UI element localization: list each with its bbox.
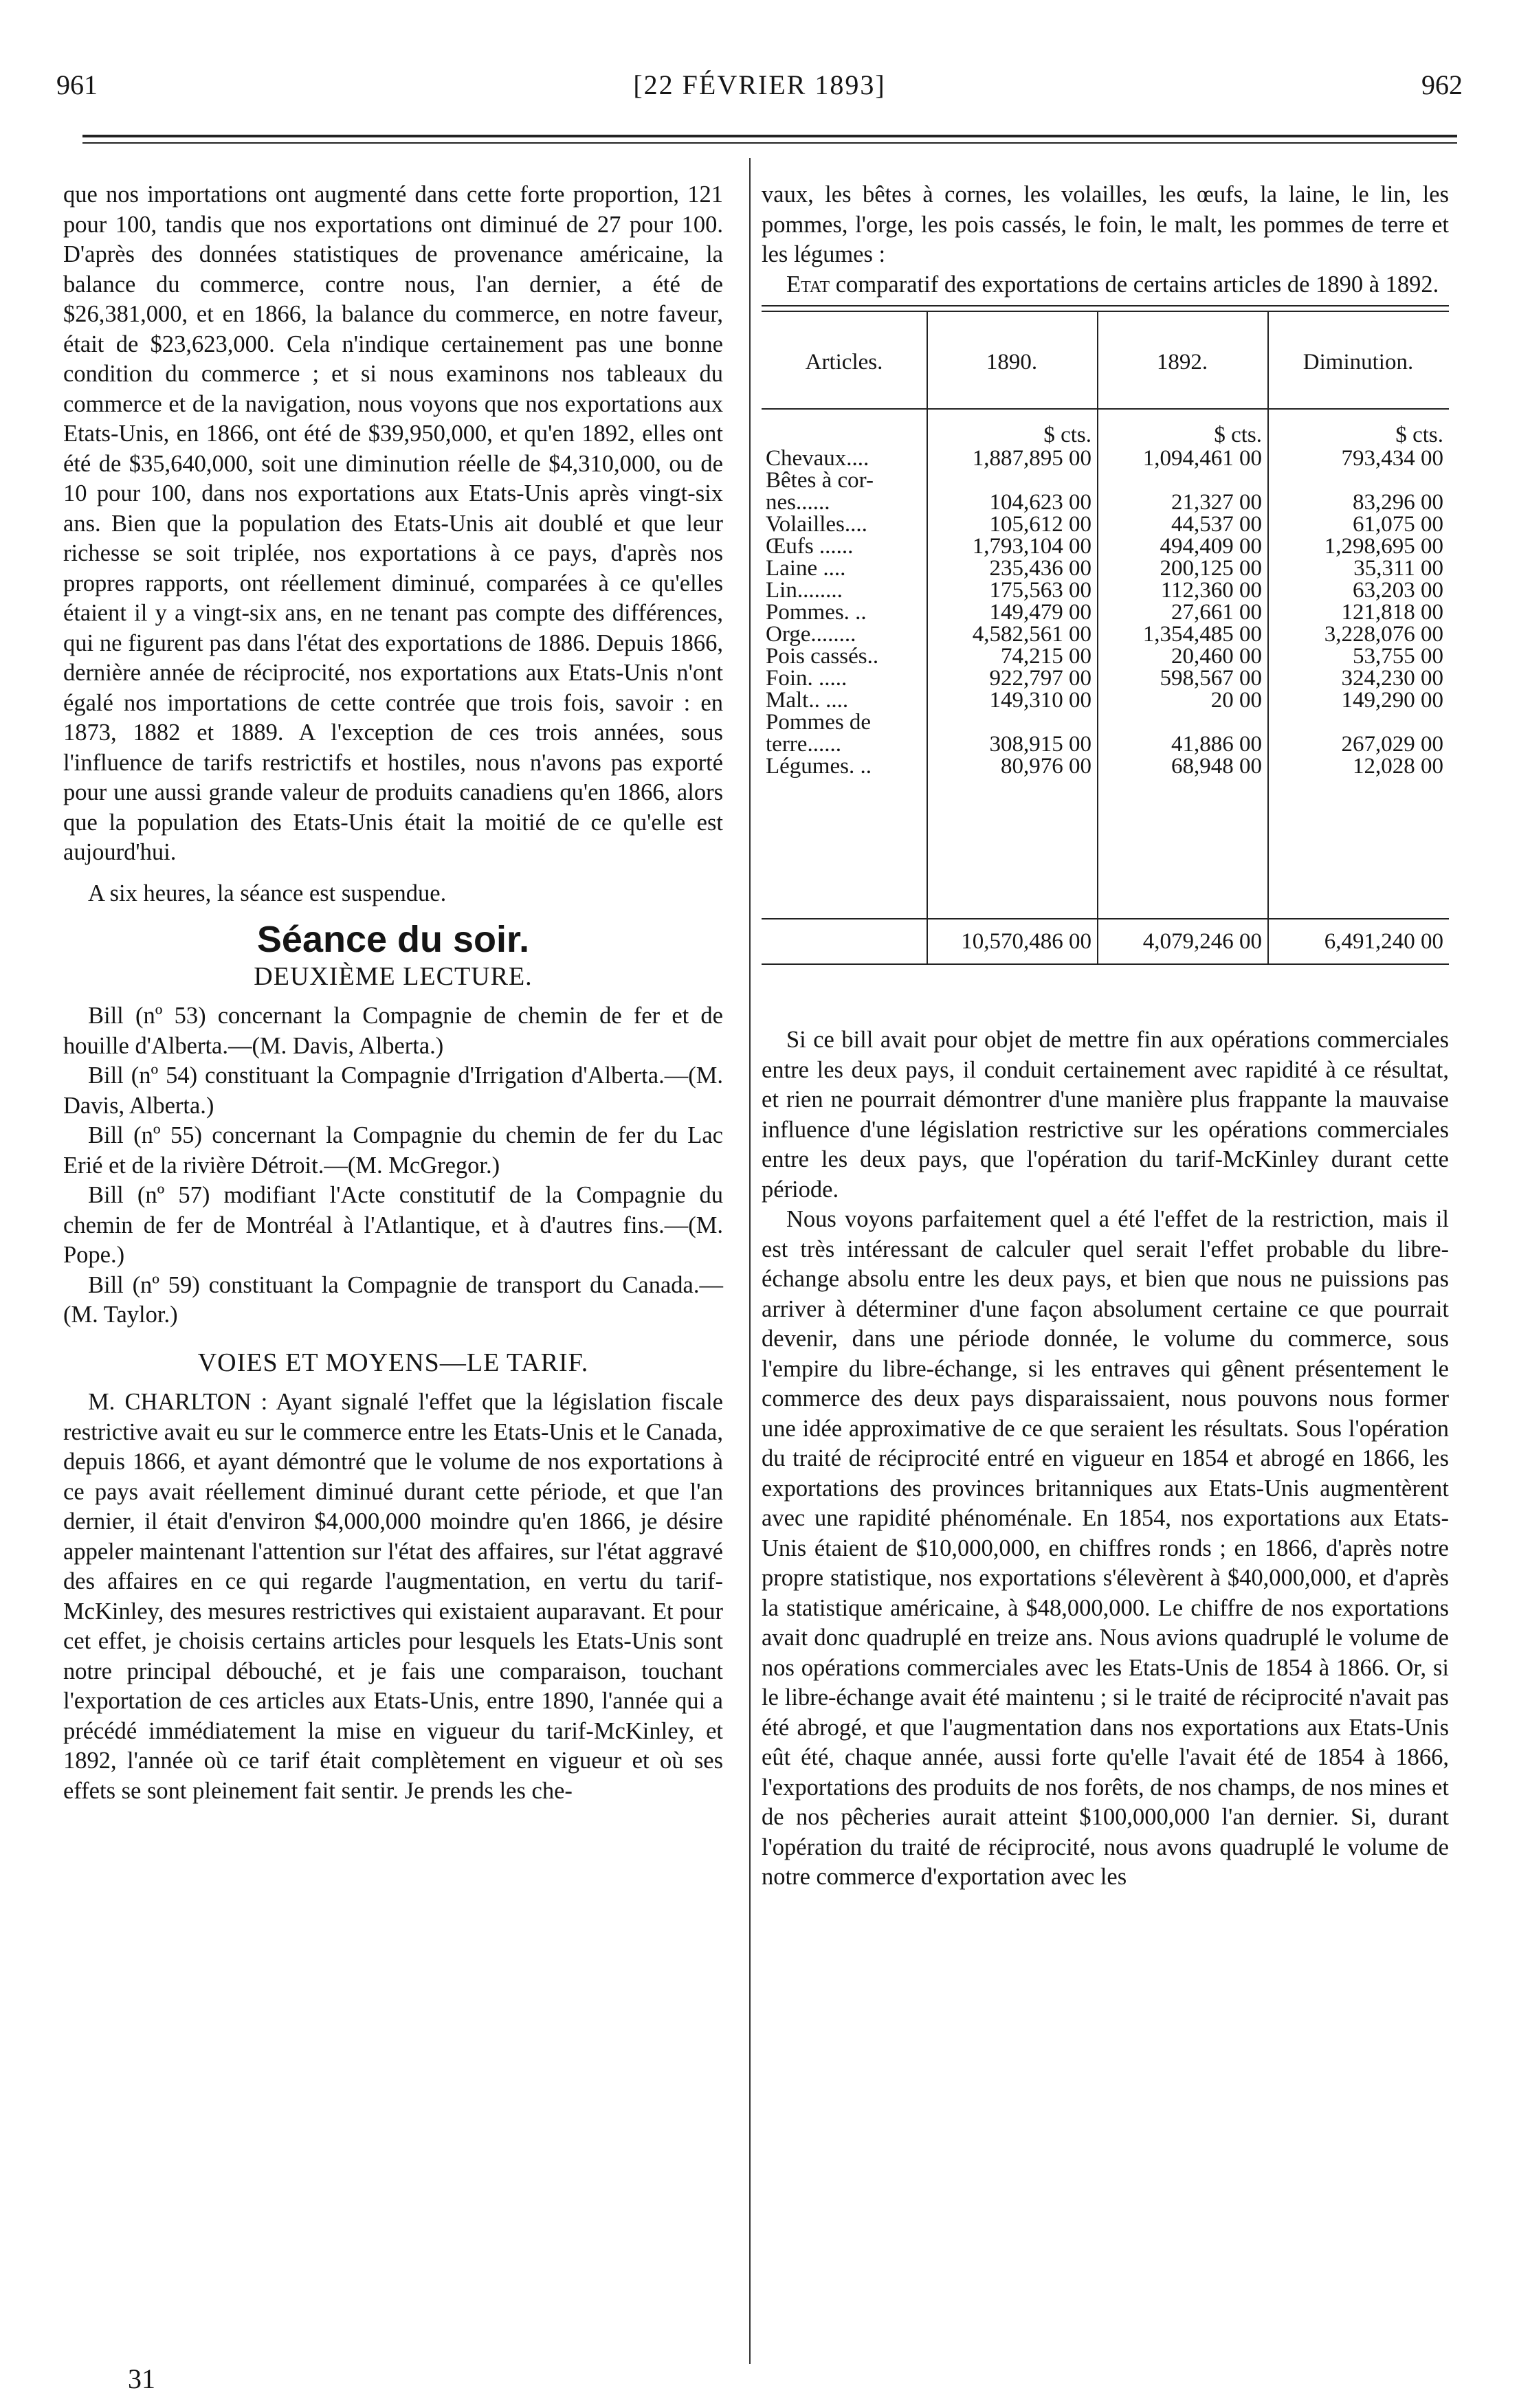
value-1892: 41,886 00 bbox=[1171, 732, 1262, 757]
article-name: Pommes. .. bbox=[766, 600, 867, 625]
value-1892: 1,354,485 00 bbox=[1142, 622, 1262, 647]
article-name: Lin........ bbox=[766, 578, 843, 603]
value-diminution: 53,755 00 bbox=[1353, 644, 1443, 669]
table-rule bbox=[762, 305, 1449, 306]
value-1892: 200,125 00 bbox=[1160, 556, 1262, 581]
suspension-note: A six heures, la séance est suspendue. bbox=[88, 880, 447, 906]
column-header: Articles. bbox=[805, 350, 883, 375]
paragraph: vaux, les bêtes à cornes, les volailles, les œufs, la laine, le lin, les pommes, l'orge, les pois cassés, le foin, le malt, les pommes de terre et les légumes : bbox=[762, 181, 1449, 267]
left-column bbox=[63, 180, 723, 1806]
bill-entry: Bill (nº 55) concernant la Compagnie du chemin de fer du Lac Erié et de la rivière Détroit.—(M. McGregor.) bbox=[63, 1122, 723, 1179]
value-1890: 105,612 00 bbox=[989, 512, 1091, 537]
value-diminution: 63,203 00 bbox=[1353, 578, 1443, 603]
bill-entry: Bill (nº 54) constituant la Compagnie d'Irrigation d'Alberta.—(M. Davis, Alberta.) bbox=[63, 1062, 723, 1119]
value-1890: 175,563 00 bbox=[989, 578, 1091, 603]
value-1890: 922,797 00 bbox=[989, 666, 1091, 691]
paragraph: que nos importations ont augmenté dans cette forte proportion, 121 pour 100, tandis que nos exportations ont diminué de 27 pour 100. D'après des données statistiques de provenance américaine, la balance du commerce, contre nous, l'an dernier, a été de $26,381,000, et en 1866, la balance du commerce, en notre faveur, était de $23,623,000. Cela n'indique certainement pas une bonne condition du commerce ; et si nous examinons nos tableaux du commerce et de la navigation, nous voyons que nos exportations aux Etats-Unis, en 1866, ont été de $39,950,000, et qu'en 1892, elles ont été de $35,640,000, soit une diminution réelle de $4,310,000, ou de 10 pour 100, dans nos exportations aux Etats-Unis après vingt-six ans. Bien que la population des Etats-Unis ait doublé et que leur richesse se soit triplée, nos exportations à ce pays, d'après nos propres rapports, ont réellement diminué, comparées à ce qu'elles étaient il y a vingt-six ans, en ne tenant pas compte des différences, qui ne figurent pas dans l'état des exportations de 1886. Depuis 1866, dernière année de réciprocité, nos exportations aux Etats-Unis n'ont égalé nos importations de cette contrée que trois fois, savoir : en 1873, 1882 et 1889. A l'exception de ces trois années, sous l'influence de tarifs restrictifs et hostiles, nous n'avons pas exporté pour une aussi grande valeur de produits canadiens qu'en 1866, alors que la population des Etats-Unis était la moitié de ce qu'elle est aujourd'hui. bbox=[63, 181, 723, 865]
value-1892: 27,661 00 bbox=[1171, 600, 1262, 625]
article-name: Bêtes à cor- bbox=[766, 468, 874, 493]
value-1890: 235,436 00 bbox=[989, 556, 1091, 581]
total-1892: 4,079,246 00 bbox=[1142, 929, 1262, 954]
value-1892: 20,460 00 bbox=[1171, 644, 1262, 669]
value-1890: 1,793,104 00 bbox=[972, 534, 1091, 559]
total-diminution: 6,491,240 00 bbox=[1324, 929, 1443, 954]
page-header bbox=[0, 69, 1519, 117]
value-diminution: 61,075 00 bbox=[1353, 512, 1443, 537]
value-1892: 112,360 00 bbox=[1160, 578, 1262, 603]
subheading: VOIES ET MOYENS—LE TARIF. bbox=[197, 1348, 589, 1377]
article-name: Orge........ bbox=[766, 622, 856, 647]
value-1890: 308,915 00 bbox=[989, 732, 1091, 757]
unit-label: $ cts. bbox=[1043, 423, 1091, 447]
unit-label: $ cts. bbox=[1214, 423, 1262, 447]
value-1890: 4,582,561 00 bbox=[972, 622, 1091, 647]
header-rule-thin bbox=[82, 142, 1457, 144]
exports-table bbox=[762, 305, 1449, 992]
value-diminution: 324,230 00 bbox=[1341, 666, 1443, 691]
section-heading: Séance du soir. bbox=[256, 919, 530, 960]
value-1892: 44,537 00 bbox=[1171, 512, 1262, 537]
article-name: Œufs ...... bbox=[766, 534, 854, 559]
article-name: Chevaux.... bbox=[766, 446, 869, 471]
article-name: Foin. ..... bbox=[766, 666, 847, 691]
header-date: [22 FÉVRIER 1893] bbox=[633, 69, 886, 100]
value-diminution: 121,818 00 bbox=[1341, 600, 1443, 625]
column-header: 1890. bbox=[986, 350, 1038, 375]
article-name: nes...... bbox=[766, 490, 830, 515]
article-name: terre...... bbox=[766, 732, 841, 757]
value-1890: 104,623 00 bbox=[989, 490, 1091, 515]
left-page-number: 961 bbox=[56, 69, 98, 100]
value-1892: 20 00 bbox=[1210, 688, 1262, 713]
unit-label: $ cts. bbox=[1395, 423, 1443, 447]
value-1892: 21,327 00 bbox=[1171, 490, 1262, 515]
value-diminution: 793,434 00 bbox=[1341, 446, 1443, 471]
value-diminution: 267,029 00 bbox=[1341, 732, 1443, 757]
total-1890: 10,570,486 00 bbox=[961, 929, 1091, 954]
article-name: Légumes. .. bbox=[766, 754, 872, 779]
caption-text: comparatif des exportations de certains articles de 1890 à 1892. bbox=[830, 271, 1439, 298]
table-rule bbox=[762, 963, 1449, 965]
value-1890: 80,976 00 bbox=[1001, 754, 1091, 779]
table-rule bbox=[762, 311, 1449, 312]
column-header: Diminution. bbox=[1302, 350, 1414, 375]
right-page-number: 962 bbox=[1421, 69, 1463, 100]
value-diminution: 12,028 00 bbox=[1353, 754, 1443, 779]
subheading: DEUXIÈME LECTURE. bbox=[254, 961, 533, 991]
paragraph: Si ce bill avait pour objet de mettre fin aux opérations commerciales entre les deux pays, il conduit certainement avec rapidité à ce résultat, et rien ne pourrait démontrer d'une manière plus frappante la mauvaise influence d'une législation restrictive sur les opérations commerciales entre les deux pays, que l'opération du tarif-McKinley durant cette période. bbox=[762, 1027, 1449, 1203]
right-column bbox=[762, 180, 1449, 1893]
value-diminution: 3,228,076 00 bbox=[1324, 622, 1443, 647]
value-diminution: 35,311 00 bbox=[1353, 556, 1443, 581]
value-1892: 494,409 00 bbox=[1160, 534, 1262, 559]
caption-lead: Etat bbox=[786, 271, 830, 298]
value-diminution: 149,290 00 bbox=[1341, 688, 1443, 713]
value-1892: 598,567 00 bbox=[1160, 666, 1262, 691]
signature-mark: 31 bbox=[128, 2363, 155, 2394]
header-rule bbox=[82, 135, 1457, 137]
article-name: Pommes de bbox=[766, 710, 872, 735]
value-1890: 74,215 00 bbox=[1001, 644, 1091, 669]
bill-entry: Bill (nº 59) constituant la Compagnie de transport du Canada.—(M. Taylor.) bbox=[63, 1271, 723, 1328]
value-diminution: 1,298,695 00 bbox=[1324, 534, 1443, 559]
bill-entry: Bill (nº 53) concernant la Compagnie de chemin de fer et de houille d'Alberta.—(M. Davis, Alberta.) bbox=[63, 1003, 723, 1059]
column-header: 1892. bbox=[1156, 350, 1208, 375]
paragraph: Nous voyons parfaitement quel a été l'effet de la restriction, mais il est très intéressant de calculer quel serait l'effet probable du libre-échange absolu entre les deux pays, et bien que nous ne puissions pas arriver à déterminer d'une façon absolument certaine ce que pourrait devenir, dans une période donnée, le volume du commerce, sous l'empire du libre-échange, si les entraves qui gênent présentement le commerce des deux pays disparaissaient, nous pouvons nous former une idée approximative de ce que seraient les résultats. Sous l'opération du traité de réciprocité entré en vigueur en 1854 et abrogé en 1866, les exportations des provinces britanniques aux Etats-Unis augmentèrent avec une rapidité phénoménale. En 1854, nos exportations aux Etats-Unis étaient de $10,000,000, en chiffres ronds ; en 1866, d'après notre propre statistique, nos exportations s'élevèrent à $40,000,000, et d'après la statistique américaine, à $48,000,000. Le chiffre de nos exportations avait donc quadruplé en treize ans. Nous avions quadruplé le volume de nos opérations commerciales avec les Etats-Unis de 1854 à 1866. Or, si le libre-échange avait été maintenu ; si le traité de réciprocité n'avait pas été abrogé, et que l'augmentation dans nos exportations aux Etats-Unis eût été, chaque année, aussi forte qu'elle l'avait été de 1854 à 1866, l'exportations des produits de nos forêts, de nos champs, de nos mines et de nos pêcheries aurait atteint $100,000,000 l'an dernier. Si, durant l'opération du traité de réciprocité, nous avons quadruplé le volume de notre commerce d'exportation avec les bbox=[762, 1206, 1449, 1890]
value-1890: 149,479 00 bbox=[989, 600, 1091, 625]
table-caption bbox=[762, 270, 1449, 300]
article-name: Pois cassés.. bbox=[766, 644, 879, 669]
article-name: Malt.. .... bbox=[766, 688, 849, 713]
table-rule bbox=[762, 918, 1449, 919]
value-1892: 68,948 00 bbox=[1171, 754, 1262, 779]
value-1892: 1,094,461 00 bbox=[1142, 446, 1262, 471]
value-diminution: 83,296 00 bbox=[1353, 490, 1443, 515]
column-divider bbox=[749, 158, 751, 2364]
article-name: Laine .... bbox=[766, 556, 846, 581]
article-name: Volailles.... bbox=[766, 512, 867, 537]
value-1890: 149,310 00 bbox=[989, 688, 1091, 713]
table-rule bbox=[762, 408, 1449, 410]
speech-paragraph: M. CHARLTON : Ayant signalé l'effet que la législation fiscale restrictive avait eu sur le commerce entre les Etats-Unis et le Canada, depuis 1866, et ayant démontré que le volume de nos exportations à ce pays avait réellement diminué durant cette période, et que l'an dernier, il était d'environ $4,000,000 moindre qu'en 1866, je désire appeler maintenant l'attention sur l'état des affaires, sur l'état aggravé des affaires en ce qui regarde l'augmentation, en vertu du tarif-McKinley, des mesures restrictives qui existaient auparavant. Et pour cet effet, je choisis certains articles pour lesquels les Etats-Unis sont notre principal débouché, et je fais une comparaison, touchant l'exportation de ces articles aux Etats-Unis, entre 1890, l'année qui a précédé immédiatement la mise en vigueur du tarif-McKinley, et 1892, l'année où ce tarif était complètement en vigueur et où ses effets se sont pleinement fait sentir. Je prends les che- bbox=[63, 1389, 723, 1804]
bill-entry: Bill (nº 57) modifiant l'Acte constitutif de la Compagnie du chemin de fer de Montréal à l'Atlantique, et à d'autres fins.—(M. Pope.) bbox=[63, 1182, 723, 1268]
value-1890: 1,887,895 00 bbox=[972, 446, 1091, 471]
